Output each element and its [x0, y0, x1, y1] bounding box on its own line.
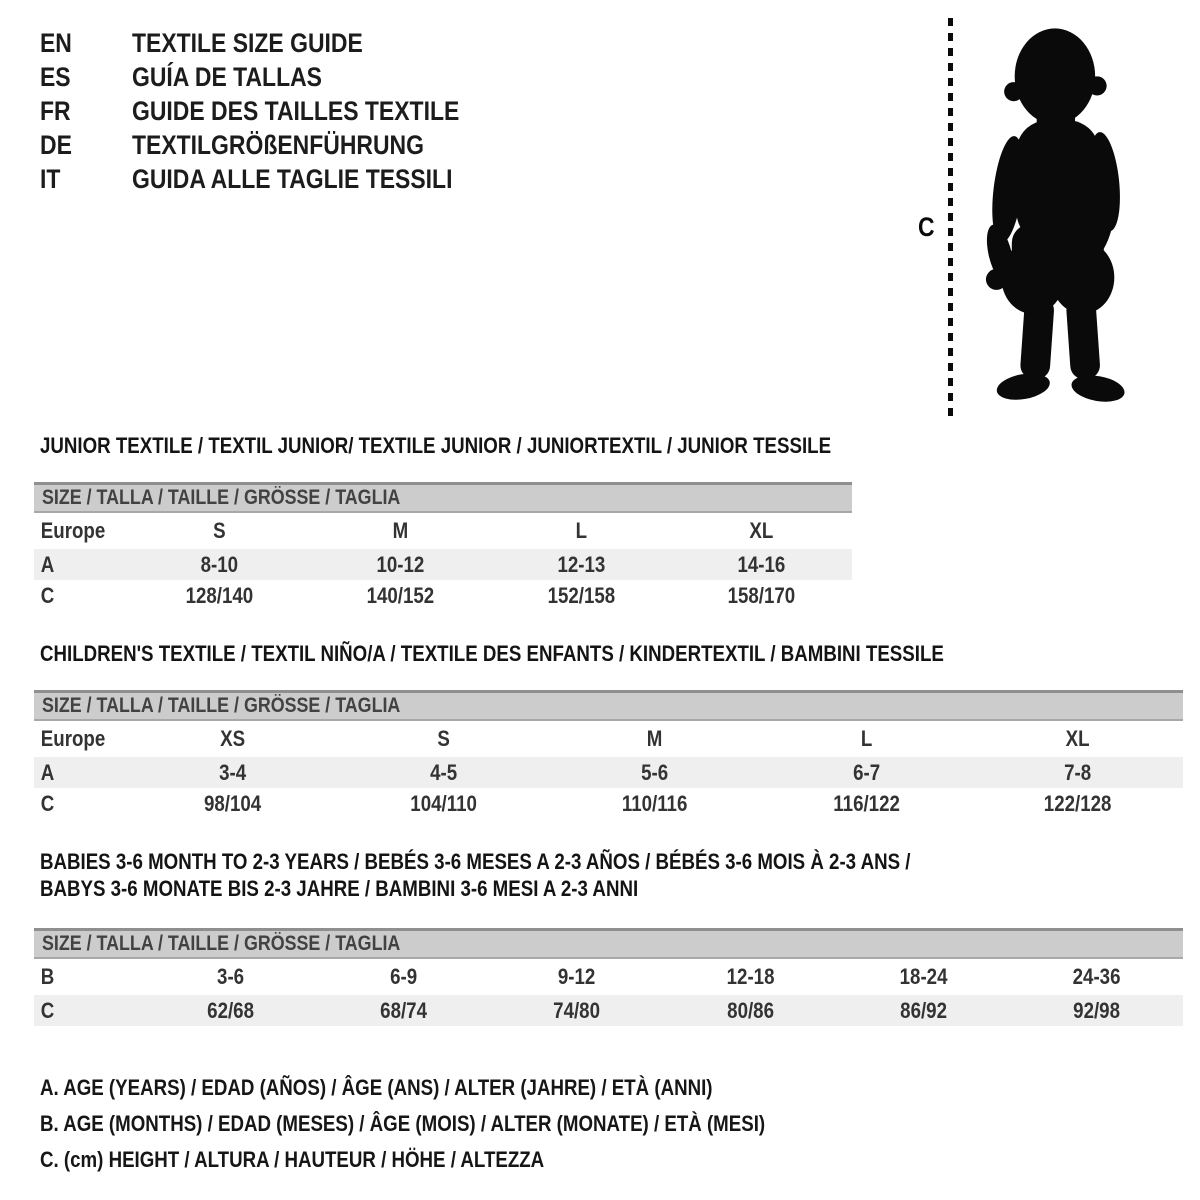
babies-size-table — [34, 928, 1183, 1026]
babies-heading-line2: BABYS 3-6 MONATE BIS 2-3 JAHRE / BAMBINI 3-6 MESI A 2-3 ANNI — [40, 876, 639, 901]
children-size-table — [34, 690, 1183, 819]
table-cell: 12-13 — [556, 551, 605, 577]
row-label: C — [40, 582, 55, 608]
table-cell: 86/92 — [899, 997, 947, 1023]
table-cell: 122/128 — [1043, 790, 1112, 816]
babies-section-heading — [40, 848, 1064, 902]
language-row-en — [40, 26, 517, 60]
guide-title: GUIDA ALLE TAGLIE TESSILI — [132, 163, 453, 194]
table-cell: 18-24 — [899, 964, 948, 989]
table-cell: 5-6 — [641, 759, 669, 785]
table-cell: M — [647, 726, 663, 751]
junior-section-heading: JUNIOR TEXTILE / TEXTIL JUNIOR/ TEXTILE JUNIOR / JUNIORTEXTIL / JUNIOR TESSILE — [40, 433, 832, 458]
height-dashed-line — [948, 18, 953, 418]
note-b-text: B. AGE (MONTHS) / EDAD (MESES) / ÂGE (MOIS) / ALTER (MONATE) / ETÀ (MESI) — [40, 1111, 766, 1136]
table-row — [34, 995, 1183, 1026]
table-cell: 8-10 — [200, 551, 239, 577]
size-header-label: SIZE / TALLA / TAILLE / GRÖSSE / TAGLIA — [42, 486, 401, 509]
table-cell: S — [213, 518, 226, 543]
table-cell: 3-4 — [219, 759, 247, 785]
language-row-it — [40, 162, 517, 196]
guide-title: GUIDE DES TAILLES TEXTILE — [132, 95, 460, 126]
size-header-row — [34, 482, 852, 513]
size-header-row — [34, 690, 1183, 721]
table-cell: 10-12 — [376, 551, 425, 577]
table-cell: 6-7 — [852, 759, 880, 785]
table-cell: 62/68 — [207, 997, 254, 1023]
table-cell: 6-9 — [390, 964, 418, 989]
guide-title: TEXTILE SIZE GUIDE — [132, 27, 363, 58]
table-cell: 74/80 — [553, 997, 601, 1023]
note-c-text: C. (cm) HEIGHT / ALTURA / HAUTEUR / HÖHE / ALTEZZA — [40, 1147, 545, 1172]
table-cell: 80/86 — [726, 997, 774, 1023]
toddler-silhouette-icon — [962, 18, 1144, 422]
note-a — [40, 1070, 893, 1106]
table-cell: 92/98 — [1073, 997, 1120, 1023]
table-cell: 104/110 — [410, 790, 478, 816]
table-cell: 24-36 — [1072, 964, 1121, 989]
language-code: IT — [40, 163, 61, 194]
size-header-label: SIZE / TALLA / TAILLE / GRÖSSE / TAGLIA — [42, 932, 401, 955]
table-cell: L — [860, 726, 872, 751]
table-cell: 7-8 — [1063, 759, 1091, 785]
table-cell: 4-5 — [430, 759, 458, 785]
table-cell: XS — [220, 726, 246, 751]
table-cell: 68/74 — [380, 997, 428, 1023]
language-row-es — [40, 60, 517, 94]
legend-notes — [40, 1070, 893, 1178]
language-row-fr — [40, 94, 517, 128]
table-cell: 14-16 — [737, 551, 786, 577]
row-label: C — [40, 790, 55, 816]
table-cell: 152/158 — [547, 582, 615, 608]
language-code: EN — [40, 27, 72, 58]
table-cell: 128/140 — [185, 582, 254, 608]
table-row — [34, 513, 852, 549]
table-cell: 110/116 — [622, 790, 688, 816]
junior-size-table — [34, 482, 852, 611]
table-cell: 9-12 — [558, 964, 596, 989]
row-label: Europe — [40, 726, 106, 751]
language-code: ES — [40, 61, 71, 92]
table-cell: 158/170 — [727, 582, 796, 608]
row-label: B — [40, 964, 55, 989]
language-code: DE — [40, 129, 72, 160]
row-label: A — [40, 551, 55, 577]
table-cell: M — [392, 518, 408, 543]
size-header-label: SIZE / TALLA / TAILLE / GRÖSSE / TAGLIA — [42, 694, 401, 717]
table-cell: 98/104 — [203, 790, 262, 816]
row-label: Europe — [40, 518, 106, 543]
table-row — [34, 580, 852, 611]
table-cell: 12-18 — [726, 964, 774, 989]
table-cell: 140/152 — [366, 582, 434, 608]
row-label: A — [40, 759, 55, 785]
table-row — [34, 549, 852, 580]
height-measure-label: C — [918, 212, 935, 242]
table-cell: S — [437, 726, 451, 751]
language-row-de — [40, 128, 517, 162]
table-row — [34, 757, 1183, 788]
language-title-list — [40, 26, 517, 196]
table-cell: 3-6 — [217, 964, 245, 989]
table-row — [34, 721, 1183, 757]
babies-heading-line1: BABIES 3-6 MONTH TO 2-3 YEARS / BEBÉS 3-6 MESES A 2-3 AÑOS / BÉBÉS 3-6 MOIS À 2-3 ANS / — [40, 849, 911, 874]
table-cell: 116/122 — [832, 790, 900, 816]
size-header-row — [34, 928, 1183, 959]
table-cell: L — [575, 518, 587, 543]
note-b — [40, 1106, 893, 1142]
children-section-heading: CHILDREN'S TEXTILE / TEXTIL NIÑO/A / TEXTILE DES ENFANTS / KINDERTEXTIL / BAMBINI TESSILE — [40, 641, 944, 666]
guide-title: GUÍA DE TALLAS — [132, 61, 322, 92]
table-cell: XL — [1065, 726, 1090, 751]
guide-title: TEXTILGRÖßENFÜHRUNG — [132, 129, 424, 160]
table-row — [34, 788, 1183, 819]
table-row — [34, 959, 1183, 995]
table-cell: XL — [749, 518, 774, 543]
language-code: FR — [40, 95, 71, 126]
note-c — [40, 1142, 893, 1178]
row-label: C — [40, 997, 55, 1023]
note-a-text: A. AGE (YEARS) / EDAD (AÑOS) / ÂGE (ANS) / ALTER (JAHRE) / ETÀ (ANNI) — [40, 1075, 713, 1100]
